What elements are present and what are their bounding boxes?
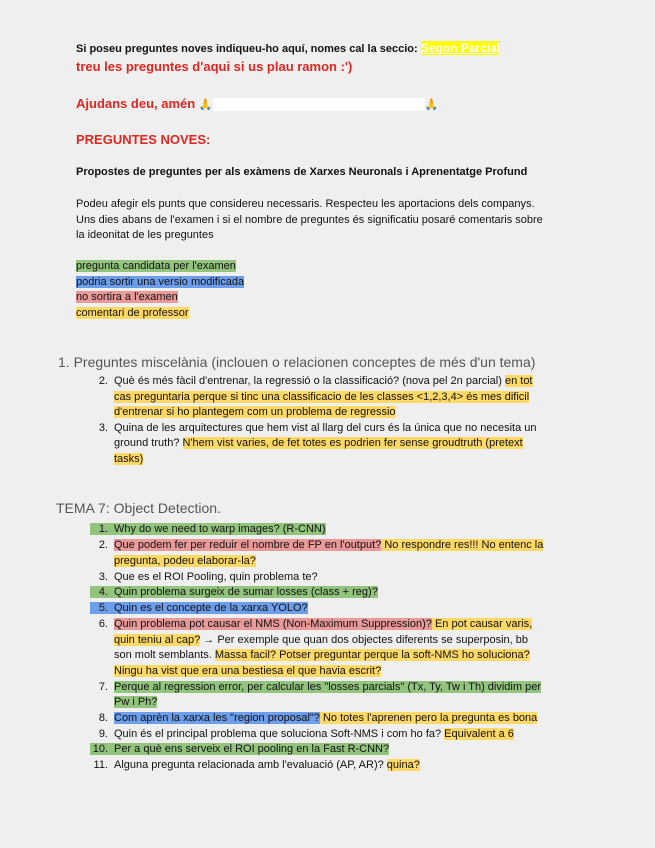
professor-comment: No respondre res!!! No entenc la bbox=[381, 539, 544, 551]
professor-comment: Massa facil? Potser preguntar perque la soft-NMS ho soluciona? bbox=[214, 649, 530, 661]
question-text: Quin problema pot causar el NMS (Non-Maximum Suppression)? bbox=[114, 618, 432, 630]
intro-line: la ideonitat de les preguntes bbox=[76, 229, 214, 241]
question-text: Perque al regression error, per calcular les "losses parcials" (Tx, Ty, Tw i Th) dividim per bbox=[114, 680, 541, 693]
question-text: Què és més fàcil d'entrenar, la regressió o la classificació? (nova pel 2n parcial) bbox=[114, 375, 505, 387]
list-item-cont bbox=[114, 554, 256, 570]
item-number: 11. bbox=[93, 758, 108, 771]
list-item-cont bbox=[114, 664, 381, 680]
question-text: Alguna pregunta relacionada amb l'evaluació (AP, AR)? bbox=[114, 758, 387, 771]
professor-comment: En pot causar varis, bbox=[431, 618, 533, 630]
professor-comment: cas preguntaria perque si tinc una classificacio de les classes <1,2,3,4> és mes dificil bbox=[114, 390, 530, 403]
question-text: Quin problema surgeix de sumar losses (class + reg)? bbox=[114, 586, 378, 598]
professor-comment: No totes l'aprenen pero la pregunta es bona bbox=[319, 712, 538, 724]
intro-line: Uns dies abans de l'examen i si el nombre de preguntes és significatiu posaré comentaris sobre bbox=[76, 213, 543, 226]
professor-comment: N'hem vist varies, de fet totes es podrien fer sense groudtruth (pretext bbox=[182, 437, 523, 449]
item-number: 6. bbox=[98, 618, 108, 630]
question-text: son molt semblants. bbox=[114, 649, 215, 661]
praying-hands-icon: 🙏 bbox=[424, 99, 439, 111]
question-text: ground truth? bbox=[114, 437, 183, 449]
preguntes-noves-heading: PREGUNTES NOVES: bbox=[76, 132, 211, 147]
list-item-cont bbox=[114, 633, 528, 649]
document-subtitle: Propostes de preguntes per als exàmens de Xarxes Neuronals i Aprenentatge Profund bbox=[76, 166, 528, 178]
list-item bbox=[90, 758, 420, 774]
question-text: Why do we need to warp images? (R-CNN) bbox=[114, 523, 326, 535]
legend-candidate: pregunta candidata per l'examen bbox=[76, 260, 236, 272]
item-number: 5. bbox=[98, 602, 108, 614]
question-text: Quin és el principal problema que soluciona Soft-NMS i com ho fa? bbox=[114, 727, 445, 740]
list-item bbox=[90, 374, 533, 390]
legend-not-in-exam: no sortira a l'examen bbox=[76, 291, 178, 303]
list-item-cont bbox=[114, 452, 143, 468]
list-item bbox=[90, 421, 537, 437]
question-text: Pw i Ph? bbox=[114, 696, 158, 708]
question-text: Quina de les arquitectures que hem vist al llarg del curs és la única que no necesita un bbox=[114, 421, 537, 434]
intro-line: Podeu afegir els punts que considereu necessaris. Respecteu les aportacions dels companys. bbox=[76, 198, 535, 210]
list-item-cont bbox=[114, 405, 396, 421]
ajudans-line bbox=[76, 96, 438, 111]
question-text: Quin es el concepte de la xarxa YOLO? bbox=[114, 602, 308, 614]
section1-number: 1. bbox=[58, 354, 70, 370]
header-instruction bbox=[76, 41, 500, 55]
ajudans-text: Ajudans deu, amén bbox=[76, 96, 199, 111]
professor-comment: quin teniu al cap? bbox=[114, 633, 201, 646]
professor-comment: quina? bbox=[386, 758, 420, 771]
praying-hands-icon: 🙏 bbox=[198, 99, 213, 111]
list-item bbox=[90, 727, 514, 743]
list-item bbox=[90, 742, 389, 758]
item-number: 3. bbox=[98, 421, 108, 434]
question-text: Que es el ROI Pooling, quin problema te? bbox=[114, 570, 318, 583]
question-text: Com aprèn la xarxa les "region proposal"? bbox=[114, 712, 320, 724]
item-number: 2. bbox=[98, 375, 108, 387]
question-text: Per a què ens serveix el ROI pooling en la Fast R-CNN? bbox=[114, 743, 390, 755]
item-number: 3. bbox=[98, 570, 108, 583]
professor-comment: Ningu ha vist que era una bestiesa el que havia escrit? bbox=[114, 664, 382, 677]
professor-comment: en tot bbox=[504, 375, 533, 387]
list-item bbox=[90, 601, 308, 617]
list-item bbox=[90, 570, 318, 586]
segon-parcial-link[interactable]: Segon Parcial bbox=[420, 41, 501, 55]
professor-comment: pregunta, podeu elaborar-la? bbox=[114, 554, 256, 567]
section1-title: Preguntes miscelània (inclouen o relacionen conceptes de més d'un tema) bbox=[73, 354, 536, 370]
section1-heading bbox=[58, 354, 535, 370]
list-item bbox=[90, 680, 541, 696]
list-item-cont bbox=[114, 390, 529, 406]
list-item bbox=[90, 617, 532, 633]
list-item-cont bbox=[114, 648, 530, 664]
intro-paragraph bbox=[76, 197, 543, 244]
item-number: 1. bbox=[98, 523, 108, 535]
list-item-cont bbox=[114, 695, 157, 711]
legend bbox=[76, 259, 244, 321]
header-request: treu les preguntes d'aqui si us plau ramon :') bbox=[76, 59, 353, 74]
item-number: 7. bbox=[98, 680, 108, 693]
legend-professor-comment: comentari de professor bbox=[76, 306, 189, 319]
professor-comment: d'entrenar si ho plantegem com un problema de regressio bbox=[114, 406, 396, 418]
professor-comment: Equivalent a 6 bbox=[444, 727, 514, 740]
item-number: 4. bbox=[98, 586, 108, 598]
legend-modified: podria sortir una versio modificada bbox=[76, 275, 245, 288]
item-number: 8. bbox=[98, 712, 108, 724]
professor-comment: tasks) bbox=[114, 452, 144, 465]
list-item bbox=[90, 585, 378, 601]
header-instruction-text: Si poseu preguntes noves indiqueu-ho aquí, nomes cal la seccio: bbox=[76, 43, 421, 55]
blank-highlight bbox=[213, 98, 425, 111]
list-item bbox=[90, 711, 537, 727]
question-text: Que podem fer per reduir el nombre de FP en l'output? bbox=[114, 539, 382, 551]
item-number: 10. bbox=[92, 743, 108, 755]
list-item bbox=[90, 522, 326, 538]
item-number: 2. bbox=[98, 539, 108, 551]
list-item bbox=[90, 538, 543, 554]
item-number: 9. bbox=[98, 727, 108, 740]
question-text: → Per exemple que quan dos objectes diferents se superposin, bb bbox=[200, 633, 528, 646]
list-item-cont bbox=[114, 436, 523, 452]
tema7-heading: TEMA 7: Object Detection. bbox=[56, 500, 221, 516]
